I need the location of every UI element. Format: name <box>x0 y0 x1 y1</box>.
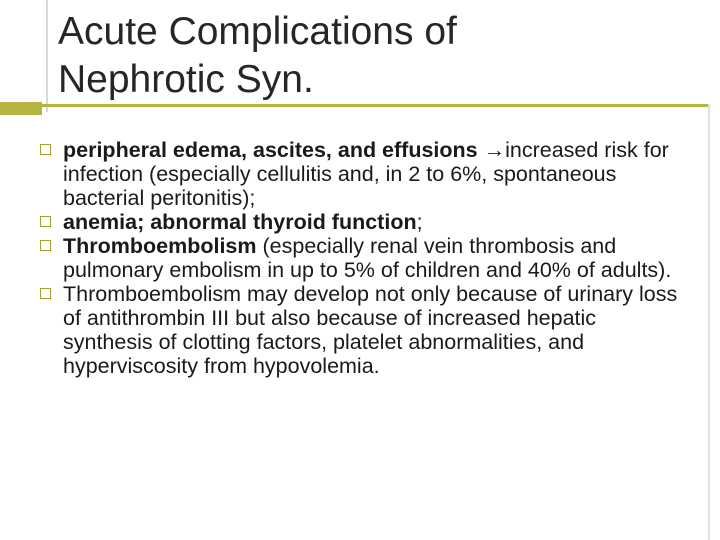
title-underline-rule <box>42 104 709 107</box>
accent-block <box>0 102 42 115</box>
bullet-3-bold-text: Thromboembolism <box>63 234 257 258</box>
bullet-3-text: (especially renal vein thrombosis and pulmonary embolism in up to 5% of children and 40% of adults). <box>63 234 672 282</box>
bullet-4-text: Thromboembolism may develop not only because of urinary loss of antithrombin III but also because of increased hepatic synthesis of clotting factors, platelet abnormalities, and hyperviscosity from hypovolemia. <box>63 282 678 378</box>
bullet-2-bold-text: anemia; abnormal thyroid function <box>63 210 417 234</box>
hollow-square-icon <box>40 288 51 299</box>
title-line-2: Nephrotic Syn. <box>58 58 314 101</box>
left-vertical-rule <box>46 0 48 112</box>
bullet-1-bold-text: peripheral edema, ascites, and effusions <box>63 138 478 162</box>
right-vertical-rule <box>708 104 710 540</box>
bullet-1-text: increased risk for infection (especially cellulitis and, in 2 to 6%, spontaneous bacterial peritonitis); <box>63 138 669 210</box>
bullet-list <box>40 138 690 378</box>
hollow-square-icon <box>40 144 51 155</box>
hollow-square-icon <box>40 240 51 251</box>
bullet-item-4 <box>40 282 690 378</box>
slide-title <box>58 8 698 104</box>
bullet-item-1 <box>40 138 690 210</box>
hollow-square-icon <box>40 216 51 227</box>
title-line-1: Acute Complications of <box>58 10 457 53</box>
bullet-item-2 <box>40 210 690 234</box>
bullet-item-3 <box>40 234 690 282</box>
bullet-2-text: ; <box>416 210 423 234</box>
arrow-icon: → <box>483 138 506 162</box>
